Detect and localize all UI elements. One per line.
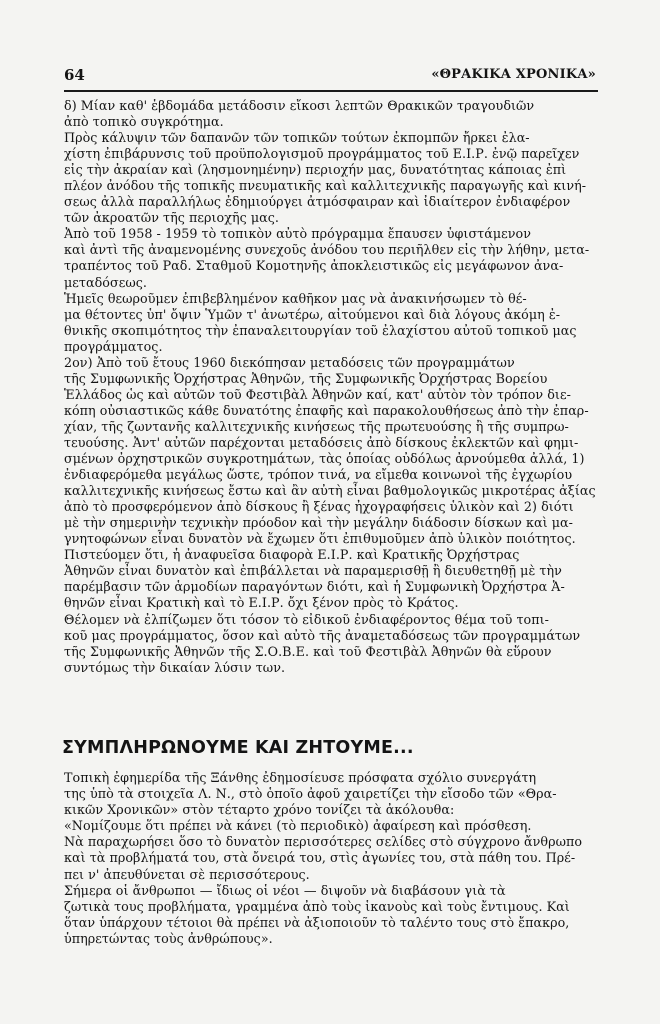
article-body (64, 98, 598, 676)
paragraph: Πιστεύομεν ὅτι, ἡ ἀναφυεῖσα διαφορὰ Ε.Ι.Ρ. καὶ Κρατικῆς Ὀρχήστρας Ἀθηνῶν εἶναι δυνατὸν καὶ ἐπιβάλλεται νὰ παραμερισθῇ ἢ διευθετηθῇ μὲ τὴν παρέμβασιν τῶν ἁρμοδίων παραγόντων διότι, καὶ ἡ Συμφωνικὴ Ὀρχήστρα Ἀ- θηνῶν εἶναι Κρατικὴ καὶ τὸ Ε.Ι.Ρ. ὄχι ξένον πρὸς τὸ Κράτος. (64, 547, 565, 611)
running-title: «ΘΡΑΚΙΚΑ ΧΡΟΝΙΚΑ» (431, 67, 596, 82)
paragraph: Τοπικὴ ἐφημερίδα τῆς Ξάνθης ἐδημοσίευσε πρόσφατα σχόλιο συνεργάτη της ὑπὸ τὰ στοιχεῖα Λ. Ν., στὸ ὁποῖο ἀφοῦ χαιρετίζει τὴν εἴσοδο τῶν «Θρα- κικῶν Χρονικῶν» στὸν τέταρτο χρόνο τονίζει τὰ ἀκόλουθα: (64, 770, 557, 818)
paragraph: Πρὸς κάλυψιν τῶν δαπανῶν τῶν τοπικῶν τούτων ἐκπομπῶν ἤρκει ἐλα- χίστη ἐπιβάρυνσις τοῦ προϋπολογισμοῦ προγράμματος τοῦ Ε.Ι.Ρ. ἐνῷ παρεῖχεν εἰς τὴν ἀκραίαν καὶ (λησμονημένην) περιοχήν μας, δυνατότητας κάποιας ἐπὶ πλέον ἀνόδου τῆς τοπικῆς πνευματικῆς καὶ καλλιτεχνικῆς παραγωγῆς καὶ κινή- σεως ἀλλὰ παραλλήλως ἐδημιούργει ἀτμόσφαιραν καὶ ἰδιαίτερον ἐνδιαφέρον τῶν ἀκροατῶν τῆς περιοχῆς μας. (64, 130, 587, 226)
paragraph: Ἀπὸ τοῦ 1958 - 1959 τὸ τοπικὸν αὐτὸ πρόγραμμα ἔπαυσεν ὑφιστάμενον καὶ ἀντὶ τῆς ἀναμενομένης συνεχοῦς ἀνόδου του περιῆλθεν εἰς τὴν λήθην, μετα- τραπέντος τοῦ Ραδ. Σταθμοῦ Κομοτηνῆς ἀποκλειστικῶς εἰς μεγάφωνον ἀνα- μεταδόσεως. (64, 226, 590, 290)
section-heading: ΣΥΜΠΛΗΡΩΝΟΥΜΕ ΚΑΙ ΖΗΤΟΥΜΕ... (62, 738, 414, 758)
section-body (64, 770, 598, 947)
paragraph: 2ον) Ἀπὸ τοῦ ἔτους 1960 διεκόπησαν μεταδόσεις τῶν προγραμμάτων τῆς Συμφωνικῆς Ὀρχήστρας Ἀθηνῶν, τῆς Συμφωνικῆς Ὀρχήστρας Βορείου Ἑλλάδος ὡς καὶ αὐτῶν τοῦ Φεστιβὰλ Ἀθηνῶν καί, κατ' αὐτὸν τὸν τρόπον διε- κόπη οὐσιαστικῶς κάθε δυνατότης ἐπαφῆς καὶ παρακολουθήσεως ἀπὸ τὴν ἐπαρ- χίαν, τῆς ζωντανῆς καλλιτεχνικῆς κινήσεως τῆς πρωτευούσης ἢ τῆς συμπρω- τευούσης. Ἀντ' αὐτῶν παρέχονται μεταδόσεις ἀπὸ δίσκους ἐκλεκτῶν καὶ φημι- σμένων ὀρχηστρικῶν συγκροτημάτων, τὰς ὁποίας οὐδόλως ἀρνούμεθα ἀλλά, 1) ἐνδιαφερόμεθα μεγάλως ὥστε, τρόπον τινά, να εἴμεθα κοινωνοὶ τῆς ἐγχωρίου καλλιτεχνικῆς κινήσεως ἔστω καὶ ἂν αὐτὴ εἶναι βαθμολογικῶς μικροτέρας ἀξίας ἀπὸ τὸ προσφερόμενον ἀπὸ δίσκους ἢ ξένας ἠχογραφήσεις ὑλικὸν καὶ 2) διότι μὲ τὴν σημερινὴν τεχνικὴν πρόοδον καὶ τὴν μεγάλην διάδοσιν δίσκων καὶ μα- γνητοφώνων εἶναι δυνατὸν νὰ ἔχωμεν ὅτι ἐπιθυμοῦμεν ἀπὸ ὑλικὸν ποιότητος. (64, 354, 596, 547)
paragraph: Σήμερα οἱ ἄνθρωποι — ἴδιως οἱ νέοι — διψοῦν νὰ διαβάσουν γιὰ τὰ ζωτικὰ τους προβλήματα, γραμμένα ἀπὸ τοὺς ἱκανοὺς καὶ τοὺς ἔντιμους. Καὶ ὅταν ὑπάρχουν τέτοιοι θὰ πρέπει νὰ ἀξιοποιοῦν τὸ ταλέντο τους στὸ ἔπακρο, ὑπηρετώντας τοὺς ἀνθρώπους». (64, 882, 570, 946)
page-header (64, 66, 596, 88)
page-number: 64 (64, 66, 85, 84)
paragraph: Θέλομεν νὰ ἐλπίζωμεν ὅτι τόσον τὸ εἰδικοῦ ἐνδιαφέροντος θέμα τοῦ τοπι- κοῦ μας προγράμματος, ὅσον καὶ αὐτὸ τῆς ἀναμεταδόσεως τῶν προγραμμάτων τῆς Συμφωνικῆς Ἀθηνῶν τῆς Σ.Ο.Β.Ε. καὶ τοῦ Φεστιβὰλ Ἀθηνῶν θὰ εὕρουν συντόμως τὴν δικαίαν λύσιν των. (64, 611, 581, 675)
header-rule (64, 90, 598, 92)
paragraph: Ἡμεῖς θεωροῦμεν ἐπιβεβλημένον καθῆκον μας νὰ ἀνακινήσωμεν τὸ θέ- μα θέτοντες ὑπ' ὄψιν Ὑμῶν τ' ἀνωτέρω, αἰτούμενοι καὶ διὰ λόγους ἀκόμη ἐ- θνικῆς σκοπιμότητος τὴν ἐπαναλειτουργίαν τοῦ ἐλαχίστου αὐτοῦ τοπικοῦ μας προγράμματος. (64, 290, 577, 354)
paragraph: δ) Μίαν καθ' ἑβδομάδα μετάδοσιν εἴκοσι λεπτῶν Θρακικῶν τραγουδιῶν ἀπὸ τοπικὸ συγκρότημα. (64, 98, 535, 130)
paragraph: «Νομίζουμε ὅτι πρέπει νὰ κάνει (τὸ περιοδικὸ) ἀφαίρεση καὶ πρόσθεση. Νὰ παραχωρήσει ὅσο τὸ δυνατὸν περισσότερες σελίδες στὸ σύγχρονο ἄνθρωπο καὶ τὰ προβλήματά του, στὰ ὄνειρά του, στὶς ἀγωνίες του, στὰ πάθη του. Πρέ- πει ν' ἀπευθύνεται σὲ περισσότερους. (64, 818, 583, 882)
